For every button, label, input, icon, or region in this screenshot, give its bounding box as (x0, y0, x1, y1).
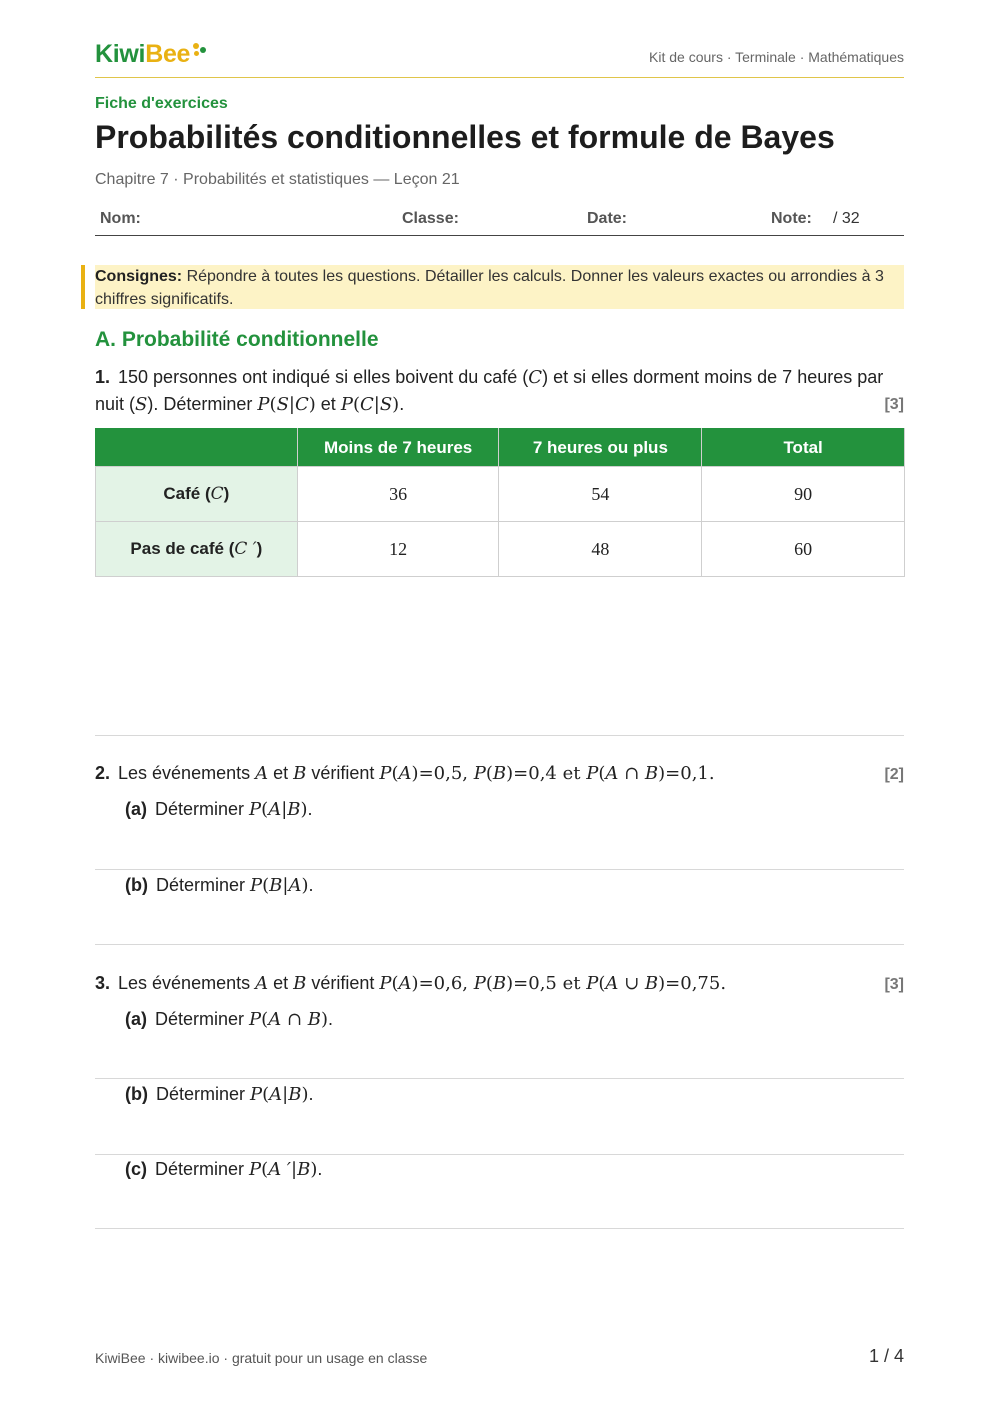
nom-field-label: Nom: (100, 210, 141, 227)
note-field-label: Note: (771, 210, 812, 227)
table-header-row (96, 429, 905, 467)
answer-line (95, 869, 904, 870)
table-header-cell: Total (702, 429, 905, 467)
row-header-cafe: Café (C) (96, 467, 298, 522)
worksheet-page (95, 0, 904, 1413)
question-2-points: [2] (884, 766, 904, 783)
question-3b: (b) Déterminer P(A|B). (125, 1084, 314, 1105)
table-cell: 12 (297, 522, 499, 577)
footer-text: KiwiBee · kiwibee.io · gratuit pour un usage en classe (95, 1350, 428, 1366)
table-cell: 48 (499, 522, 702, 577)
breadcrumb: Kit de cours · Terminale · Mathématiques (649, 49, 904, 65)
question-3: 3. Les événements A et B vérifient P(A)=0,6, P(B)=0,5 et P(A ∪ B)=0,75. (95, 973, 727, 994)
table-cell: 90 (702, 467, 905, 522)
table-cell: 54 (499, 467, 702, 522)
page-footer (95, 1346, 904, 1366)
bee-dots-icon (190, 40, 208, 60)
table-cell: 36 (297, 467, 499, 522)
answer-line (95, 1078, 904, 1079)
table-cell: 60 (702, 522, 905, 577)
page-subtitle: Chapitre 7 · Probabilités et statistiques — Leçon 21 (95, 171, 460, 188)
instructions-label: Consignes: (95, 268, 183, 285)
two-way-table (95, 428, 905, 577)
question-2a: (a) Déterminer P(A|B). (125, 799, 313, 820)
total-score: / 32 (833, 210, 860, 227)
classe-field-label: Classe: (402, 210, 459, 227)
question-3a: (a) Déterminer P(A ∩ B). (125, 1009, 333, 1030)
question-1-points: [3] (884, 396, 904, 413)
section-a-title: A. Probabilité conditionnelle (95, 328, 379, 351)
row-header-pas-de-cafe: Pas de café (C ′) (96, 522, 298, 577)
kiwibee-logo: KiwiBee (95, 40, 208, 69)
question-3c: (c) Déterminer P(A ′|B). (125, 1159, 323, 1180)
answer-line (95, 1154, 904, 1155)
instructions-text: Répondre à toutes les questions. Détailler les calculs. Donner les valeurs exactes ou arrondies à 3 chiffres significatifs. (95, 268, 884, 308)
table-header-cell (96, 429, 298, 467)
table-row (96, 467, 905, 522)
answer-line (95, 944, 904, 945)
doc-kicker: Fiche d'exercices (95, 95, 228, 112)
page-title: Probabilités conditionnelles et formule de Bayes (95, 119, 835, 155)
table-header-cell: Moins de 7 heures (297, 429, 499, 467)
date-field-label: Date: (587, 210, 628, 227)
answer-line (95, 735, 904, 736)
student-info-row (95, 200, 904, 236)
question-3-points: [3] (884, 976, 904, 993)
page-number: 1 / 4 (868, 1346, 904, 1366)
question-number: 2. (95, 763, 111, 783)
question-2b: (b) Déterminer P(B|A). (125, 875, 314, 896)
instructions-box (95, 265, 904, 309)
answer-line (95, 1228, 904, 1229)
question-number: 3. (95, 973, 111, 993)
question-1: 1. 150 personnes ont indiqué si elles boivent du café (C) et si elles dorment moins de 7 heures par nuit (S). Déterminer P(S|C) et P(C|S). (95, 367, 884, 415)
table-row (96, 522, 905, 577)
page-header (95, 38, 904, 78)
question-2: 2. Les événements A et B vérifient P(A)=0,5, P(B)=0,4 et P(A ∩ B)=0,1. (95, 763, 715, 784)
question-number: 1. (95, 367, 111, 387)
table-header-cell: 7 heures ou plus (499, 429, 702, 467)
